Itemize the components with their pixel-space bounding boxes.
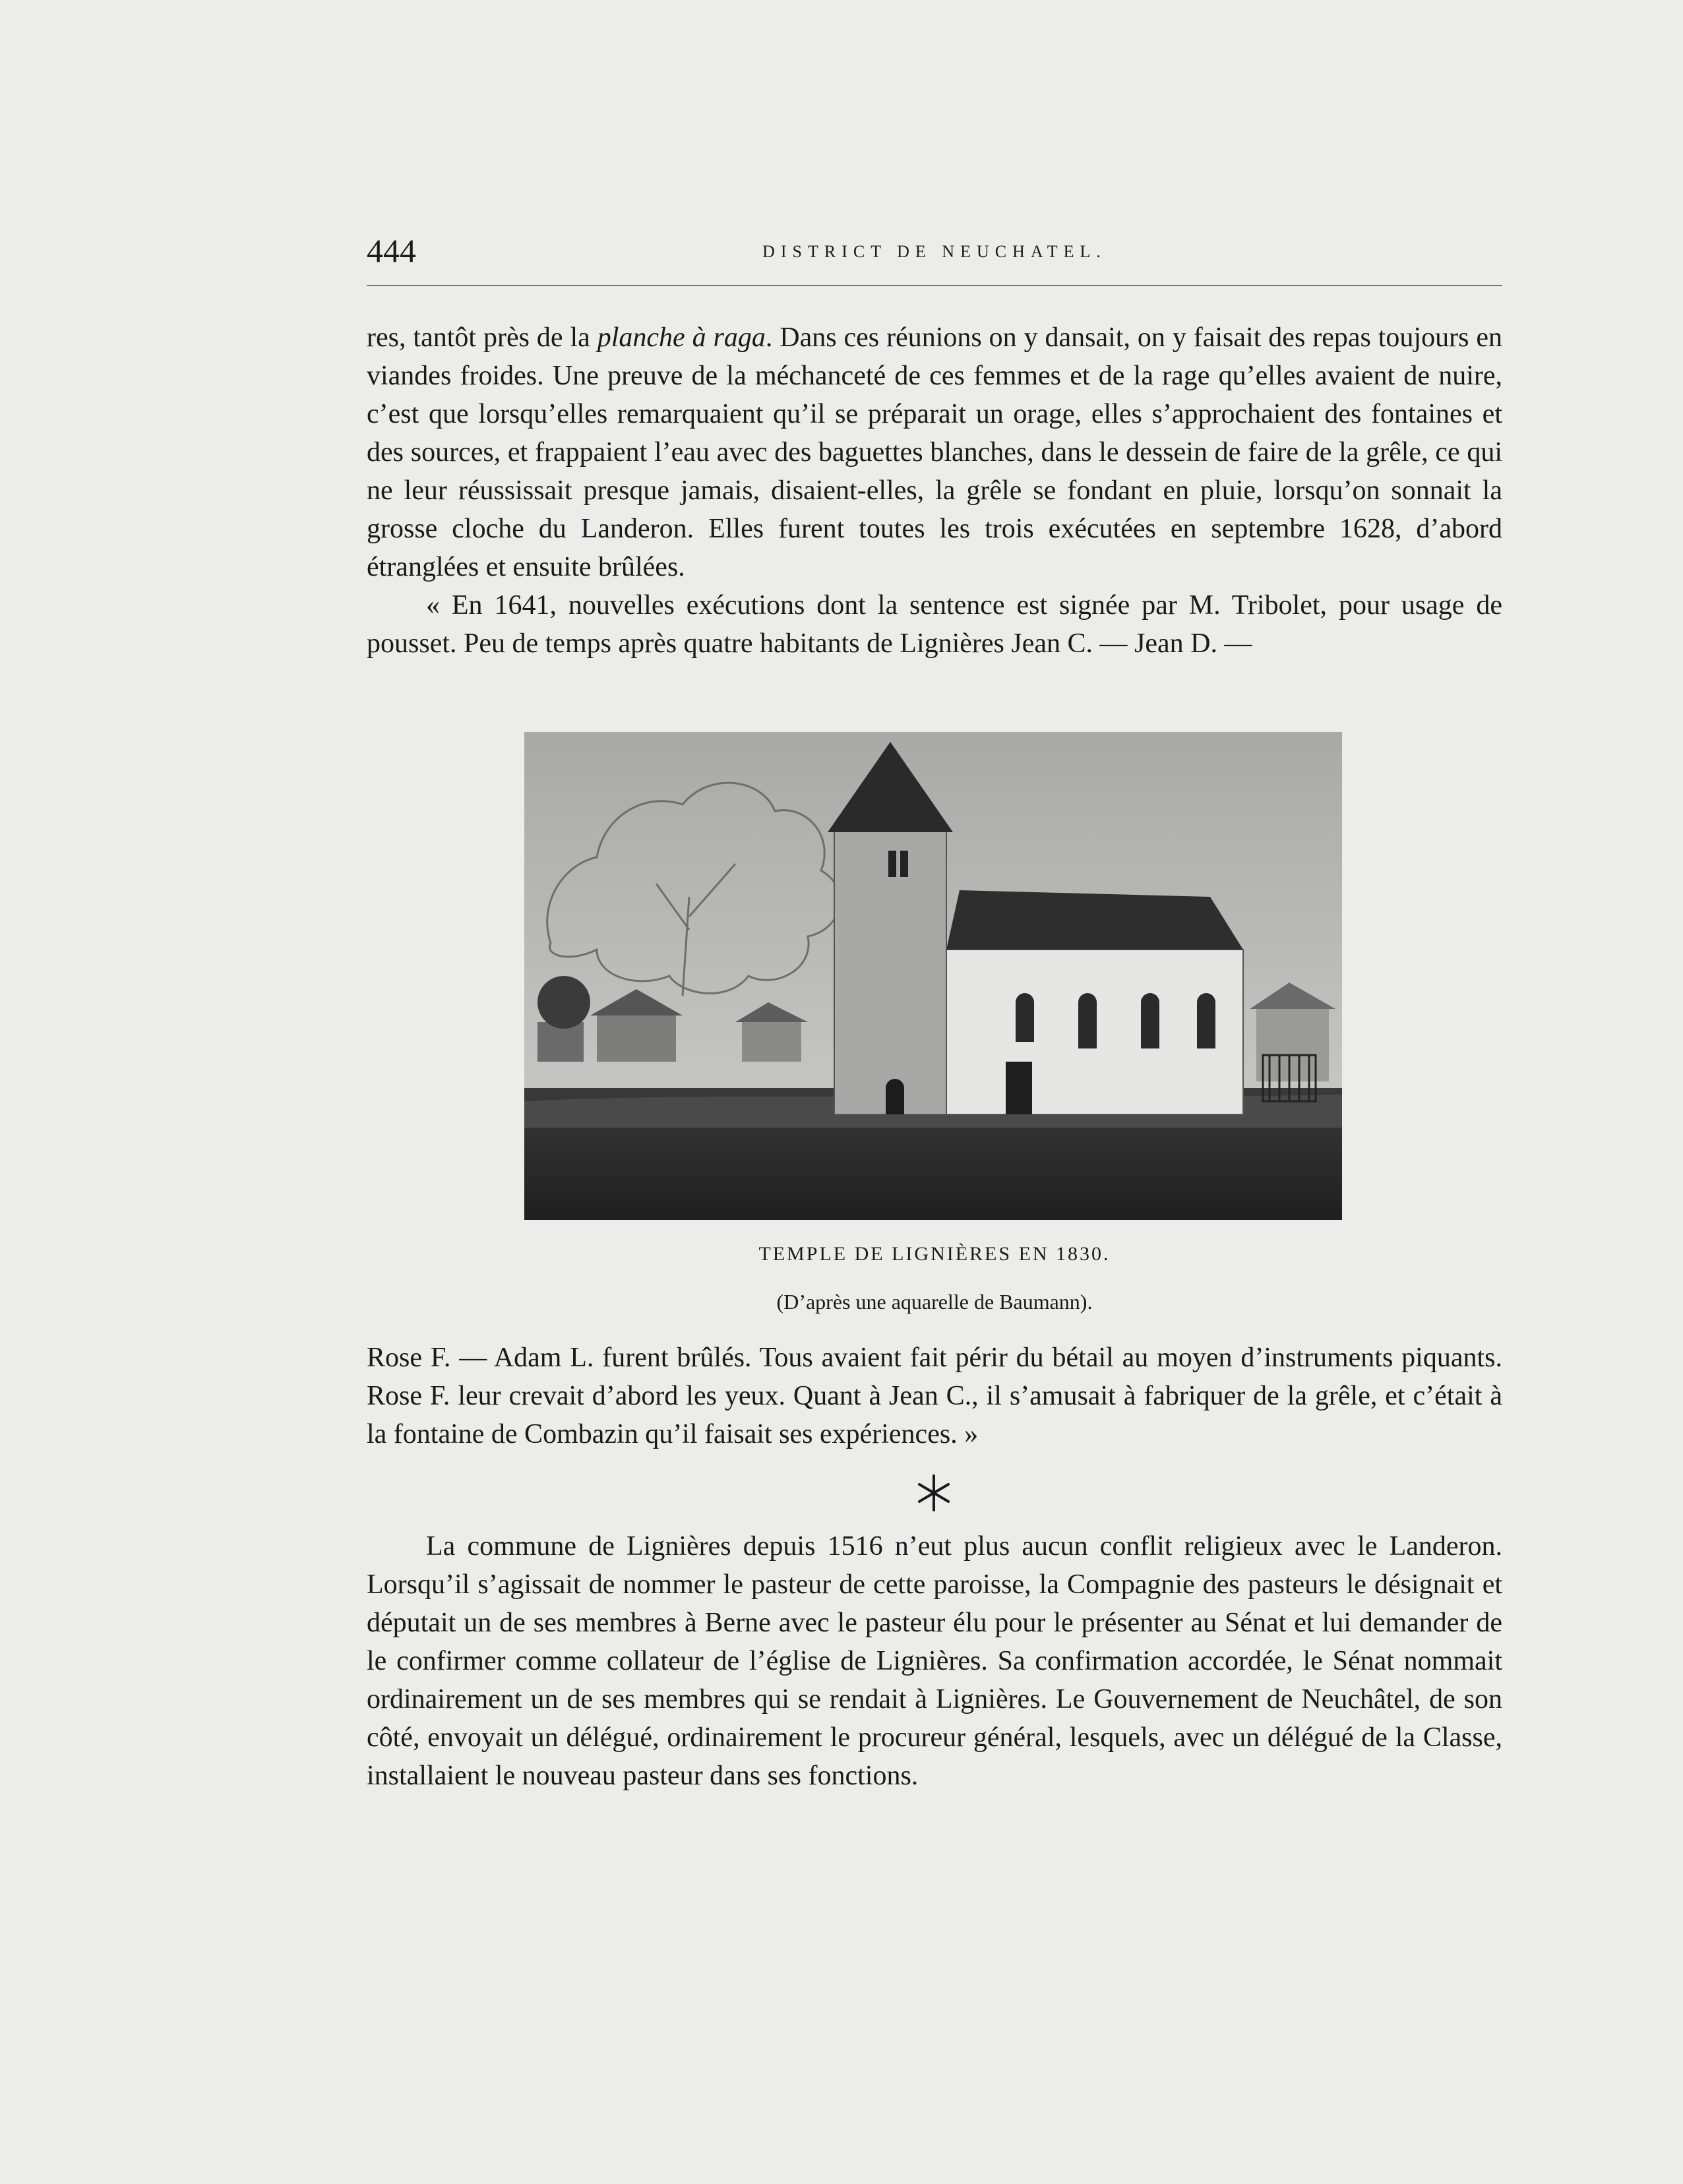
asterisk-icon [910, 1469, 958, 1517]
figure-caption-source: (D’après une aquarelle de Baumann). [776, 1290, 1093, 1314]
header-rule [367, 285, 1502, 286]
figure-caption-title: TEMPLE DE LIGNIÈRES EN 1830. [758, 1243, 1111, 1265]
paragraph-1: res, tantôt près de la planche à raga. Dans ces réunions on y dansait, on y faisait des repas toujours en viandes froides. Une preuve de la méchanceté de ces femmes et de la rage qu’elles avaient de nuire, c’est que lorsqu’elles remarquaient qu’il se préparait un orage, elles s’approchaient des fontaines et des sources, et frappaient l’eau avec des baguettes blanches, dans le dessein de faire de la grêle, ce qui ne leur réussissait presque jamais, disaient-elles, la grêle se fondant en pluie, lorsqu’on sonnait la grosse cloche du Landeron. Elles furent toutes les trois exécutées en septembre 1628, d’abord étranglées et ensuite brûlées. [367, 322, 1502, 582]
watercolor-church-illustration [524, 732, 1342, 1220]
paragraph-3: Rose F. — Adam L. furent brûlés. Tous avaient fait périr du bétail au moyen d’instruments piquants. Rose F. leur crevait d’abord les yeux. Quant à Jean C., il s’amusait à fabriquer de la grêle, et c’était à la fontaine de Combazin qu’il faisait ses expériences. » [367, 1343, 1502, 1449]
body-text-top [367, 318, 1502, 663]
body-text-middle [367, 1339, 1502, 1453]
paragraph-4: La commune de Lignières depuis 1516 n’eut plus aucun conflit religieux avec le Landeron. Lorsqu’il s’agissait de nommer le pasteur de cette paroisse, la Compagnie des pasteurs le désignait et députait un de ses membres à Berne avec le pasteur élu pour le présenter au Sénat et lui demander de le confirmer comme collateur de l’église de Lignières. Sa confirmation accordée, le Sénat nommait ordinairement un de ses membres qui se rendait à Lignières. Le Gouvernement de Neuchâtel, de son côté, envoyait un délégué, ordinairement le procureur général, lesquels, avec un délégué de la Classe, installaient le nouveau pasteur dans ses fonctions. [367, 1531, 1502, 1791]
emphasis-planche-a-raga: planche à raga [597, 322, 766, 353]
paragraph-2: « En 1641, nouvelles exécutions dont la sentence est signée par M. Tribolet, pour usage de pousset. Peu de temps après quatre habitants de Lignières Jean C. — Jean D. — [367, 590, 1502, 659]
church-illustration [524, 732, 1342, 1220]
page-header [367, 231, 1502, 284]
body-text-bottom [367, 1527, 1502, 1795]
page-number: 444 [367, 232, 416, 269]
running-title: DISTRICT DE NEUCHATEL. [762, 242, 1107, 261]
